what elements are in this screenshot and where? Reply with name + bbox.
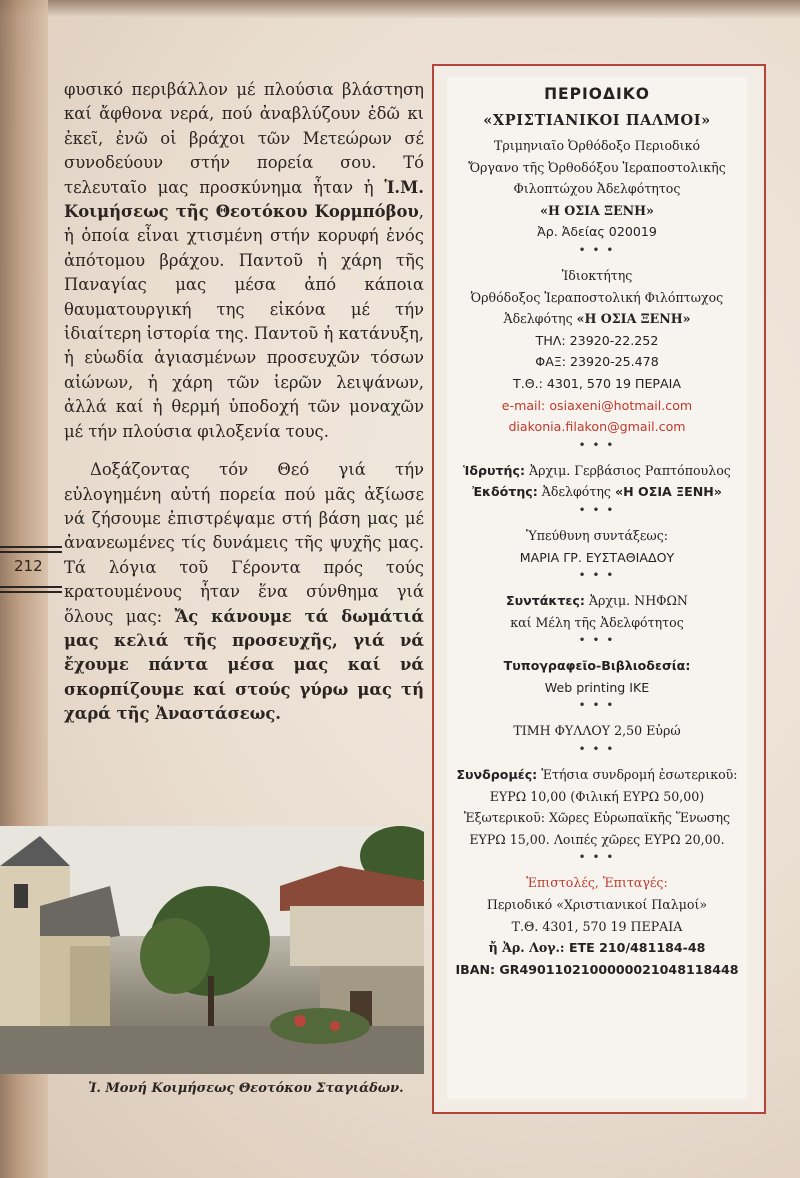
text-run: ἤ Ἀρ. Λογ.: xyxy=(488,940,569,956)
photo-caption: Ἱ. Μονή Κοιμήσεως Θεοτόκου Σταγιάδων. xyxy=(88,1081,404,1096)
text-run: Ἐτήσια συνδρομή ἐσωτερικοῦ: xyxy=(537,767,738,783)
text-run: ΕΤΕ 210/481184-48 xyxy=(568,940,706,956)
text-run: Ἀρχιμ. Γερβάσιος Ραπτόπουλος xyxy=(525,462,731,478)
subscriptions-line: ΕΥΡΩ 15,00. Λοιπές χῶρες ΕΥΡΩ 20,00. xyxy=(469,831,725,847)
po-box: Τ.Θ.: 4301, 570 19 ΠΕΡΑΙΑ xyxy=(513,375,681,391)
page-number: 212 xyxy=(14,557,43,575)
divider xyxy=(0,551,62,553)
separator: • • • xyxy=(578,439,616,451)
text-run: Δοξάζοντας τόν Θεό γιά τήν εὐλογημένη αὐτή πορεία πού μᾶς ἀξίωσε νά ζήσουμε ἐπιστρέψαμε στή βάση μας μέ ἀνανεωμένες τίς δυνάμεις τῆς ψυχῆς μας. Τά λόγια τοῦ Γέροντα πρός τούς κρατουμένους ἦταν ἕνα σύνθημα γιά ὅλους μας: xyxy=(64,460,424,626)
article-text xyxy=(64,78,424,741)
separator: • • • xyxy=(578,852,616,864)
phone-number: ΤΗΛ: 23920-22.252 xyxy=(535,332,659,348)
owner-name xyxy=(447,308,747,330)
letters-address: Περιοδικό «Χριστιανικοί Παλμοί» xyxy=(486,897,708,913)
editor-label: Ὑπεύθυνη συντάξεως: xyxy=(525,527,669,543)
text-run: Ἀδελφότης xyxy=(503,311,577,327)
text-run: φυσικό περιβάλλον μέ πλούσια βλάστηση καί ἄφθονα νερά, πού ἀναβλύζουν ἐδῶ κι ἐκεῖ, ἐνῶ οἱ βράχοι τῶν Μετεώρων σέ συνοδεύουν στήν πορεία σου. Τό τελευταῖο μας προσκύνημα ἦταν ἡ xyxy=(64,80,424,197)
monastery-name: Ἱ.Μ. Κοιμήσεως τῆς Θεοτόκου Κορμπόβου xyxy=(64,177,424,222)
separator: • • • xyxy=(578,504,616,516)
masthead xyxy=(447,77,747,1099)
text-run: , ἡ ὁποία εἶναι χτισμένη στήν κορυφή ἑνός ἀπότομου βράχου. Παντοῦ ἡ χάρη τῆς Παναγίας μας μέσα ἀπό κάποια θαυματουργική της εἰκόνα μέ τήν ἰδιαίτερη ἱστορία της. Παντοῦ ἡ κατάνυξη, ἡ εὐωδία ἁγιασμένων προσευχῶν τόσων αἰώνων, ἡ χάρη τῶν ἱερῶν λειψάνων, ἀλλά καί ἡ θερμή ὑποδοχή τῶν μοναχῶν μέ τήν πλούσια φιλοξενία τους. xyxy=(64,202,424,441)
masthead-description: Φιλοπτώχου Ἀδελφότητος xyxy=(513,181,681,197)
letters-address: Τ.Θ. 4301, 570 19 ΠΕΡΑΙΑ xyxy=(511,918,683,934)
editor-name: ΜΑΡΙΑ ΓΡ. ΕΥΣΤΑΘΙΑΔΟΥ xyxy=(519,549,675,565)
masthead-brotherhood: «Η ΟΣΙΑ ΞΕΝΗ» xyxy=(540,202,654,218)
separator: • • • xyxy=(578,635,616,647)
text-run: Ἀρχιμ. ΝΗΦΩΝ xyxy=(584,593,688,609)
owner-label: Ἰδιοκτήτης xyxy=(561,267,633,283)
divider xyxy=(0,586,62,588)
email-line xyxy=(447,395,747,417)
separator: • • • xyxy=(578,570,616,582)
masthead-description: Ὄργανο τῆς Ὀρθοδόξου Ἱεραποστολικῆς xyxy=(468,159,726,175)
printer-label: Τυπογραφεῖο-Βιβλιοδεσία: xyxy=(503,658,691,674)
text-run: Συντάκτες: xyxy=(506,593,585,609)
text-run: «Η ΟΣΙΑ ΞΕΝΗ» xyxy=(614,484,722,500)
page-number-marker xyxy=(0,546,62,592)
separator: • • • xyxy=(578,700,616,712)
divider xyxy=(0,546,62,548)
founder-line xyxy=(447,460,747,482)
subscriptions-line: Ἐξωτερικοῦ: Χῶρες Εὐρωπαϊκῆς Ἕνωσης xyxy=(463,810,731,826)
subscriptions-line xyxy=(447,764,747,786)
bank-account xyxy=(447,937,747,959)
article-paragraph-2 xyxy=(64,458,424,726)
printer-name: Web printing IKE xyxy=(544,679,650,695)
masthead-title: ΠΕΡΙΟΔΙΚΟ xyxy=(544,85,650,103)
masthead-description: Τριμηνιαῖο Ὀρθόδοξο Περιοδικό xyxy=(493,138,701,153)
iban: IBAN: GR4901102100000021048118448 xyxy=(455,961,739,977)
email-link[interactable]: osiaxeni@hotmail.com xyxy=(549,397,693,413)
owner-name: Ὀρθόδοξος Ἱεραποστολική Φιλόπτωχος xyxy=(470,289,724,305)
page-top-edge xyxy=(0,0,800,18)
text-run: Συνδρομές: xyxy=(456,767,538,783)
divider xyxy=(0,591,62,593)
issue-price: ΤΙΜΗ ΦΥΛΛΟΥ 2,50 Εὐρώ xyxy=(513,723,681,739)
text-run: Ἱδρυτής: xyxy=(463,462,525,478)
separator: • • • xyxy=(578,244,616,256)
separator: • • • xyxy=(578,744,616,756)
publisher-line xyxy=(447,481,747,503)
email-link-2[interactable]: diakonia.filakon@gmail.com xyxy=(508,419,686,435)
license-number: Ἀρ. Ἀδείας 020019 xyxy=(537,224,657,240)
article-paragraph-1 xyxy=(64,78,424,444)
email-label: e-mail: xyxy=(501,397,550,413)
masthead-periodical-name: «ΧΡΙΣΤΙΑΝΙΚΟΙ ΠΑΛΜΟΙ» xyxy=(483,112,711,129)
monastery-photo xyxy=(0,826,424,1074)
text-run: Ἐκδότης: xyxy=(472,484,538,500)
text-run: «Η ΟΣΙΑ ΞΕΝΗ» xyxy=(576,311,691,327)
fax-number: ΦΑΞ: 23920-25.478 xyxy=(535,354,659,370)
elder-quote: Ἄς κάνουμε τά δωμάτιά μας κελιά τῆς προσευχῆς, γιά νά ἔχουμε πάντα μέσα μας καί νά σκορπίζουμε καί στούς γύρω μας τή χαρά τῆς Ἀναστάσεως. xyxy=(64,606,424,724)
subscriptions-line: ΕΥΡΩ 10,00 (Φιλική ΕΥΡΩ 50,00) xyxy=(489,788,705,804)
writers-line xyxy=(447,590,747,612)
monastery-photo-illustration xyxy=(0,826,424,1074)
writers-line: καί Μέλη τῆς Ἀδελφότητος xyxy=(510,614,684,630)
letters-label: Ἐπιστολές, Ἐπιταγές: xyxy=(526,875,668,891)
text-run: Ἀδελφότης xyxy=(537,484,615,500)
